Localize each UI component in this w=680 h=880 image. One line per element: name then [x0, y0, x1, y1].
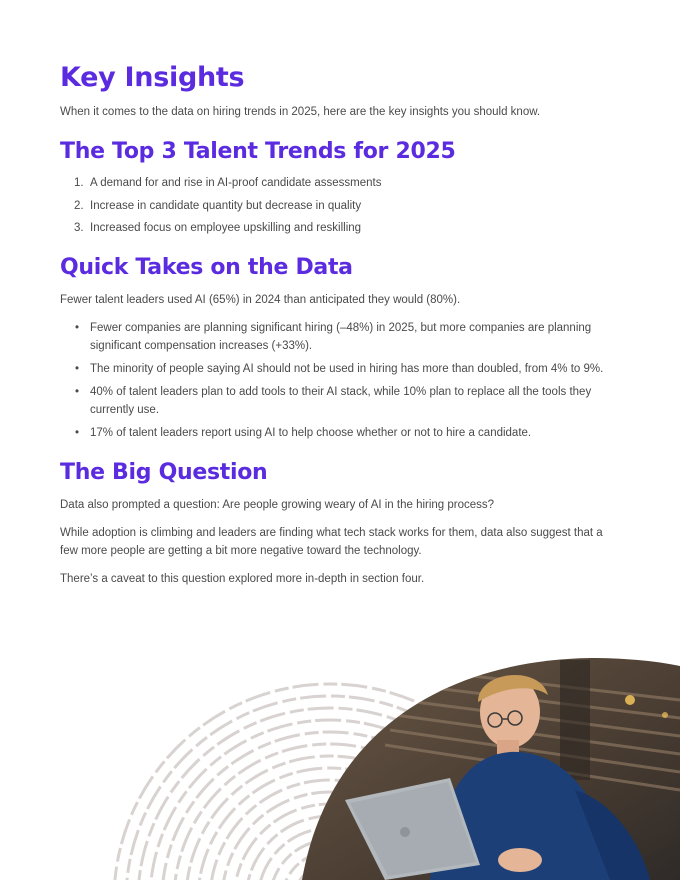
list-item-text: Fewer companies are planning significant hiring (–48%) in 2025, but more companies are planning significant compensation increases (+33%).	[90, 322, 592, 352]
paragraph: There’s a caveat to this question explored more in-depth in section four.	[60, 573, 425, 585]
quick-takes-lead: Fewer talent leaders used AI (65%) in 2024 than anticipated they would (80%).	[60, 294, 461, 306]
list-item	[60, 383, 620, 419]
list-number: 1.	[74, 177, 84, 189]
quick-takes-list	[60, 319, 620, 442]
bullet-icon: •	[75, 386, 80, 398]
bullet-icon: •	[75, 427, 80, 439]
bullet-icon: •	[75, 322, 80, 334]
bullet-icon: •	[75, 363, 80, 375]
list-item	[60, 197, 620, 215]
list-item-text: 17% of talent leaders report using AI to help choose whether or not to hire a candidate.	[90, 427, 532, 439]
list-item	[60, 424, 620, 442]
paragraph: Data also prompted a question: Are people growing weary of AI in the hiring process?	[60, 499, 495, 511]
list-item	[60, 360, 620, 378]
list-item-text: The minority of people saying AI should not be used in hiring has more than doubled, from 4% to 9%.	[90, 363, 604, 375]
list-item-text: Increased focus on employee upskilling and reskilling	[90, 222, 362, 234]
heading-quick-takes: Quick Takes on the Data	[60, 255, 353, 280]
person-with-laptop-photo	[290, 640, 680, 880]
trends-list	[60, 174, 620, 237]
list-item	[60, 174, 620, 192]
list-number: 3.	[74, 222, 84, 234]
key-insights-intro: When it comes to the data on hiring trends in 2025, here are the key insights you should know.	[60, 106, 541, 118]
list-number: 2.	[74, 199, 84, 212]
heading-big-question: The Big Question	[60, 460, 268, 485]
list-item-text: Increase in candidate quantity but decrease in quality	[90, 199, 362, 212]
heading-key-insights: Key Insights	[60, 62, 245, 93]
heading-top-trends: The Top 3 Talent Trends for 2025	[60, 139, 456, 164]
list-item-text: 40% of talent leaders plan to add tools to their AI stack, while 10% plan to replace all the tools they currently use.	[90, 386, 592, 416]
decorative-artwork	[0, 640, 680, 880]
list-item	[60, 319, 620, 355]
paragraph: While adoption is climbing and leaders are finding what tech stack works for them, data also suggest that a few more people are getting a bit more negative toward the technology.	[60, 527, 603, 557]
list-item	[60, 219, 620, 237]
document-body	[60, 60, 620, 588]
list-item-text: A demand for and rise in AI-proof candidate assessments	[90, 177, 382, 189]
